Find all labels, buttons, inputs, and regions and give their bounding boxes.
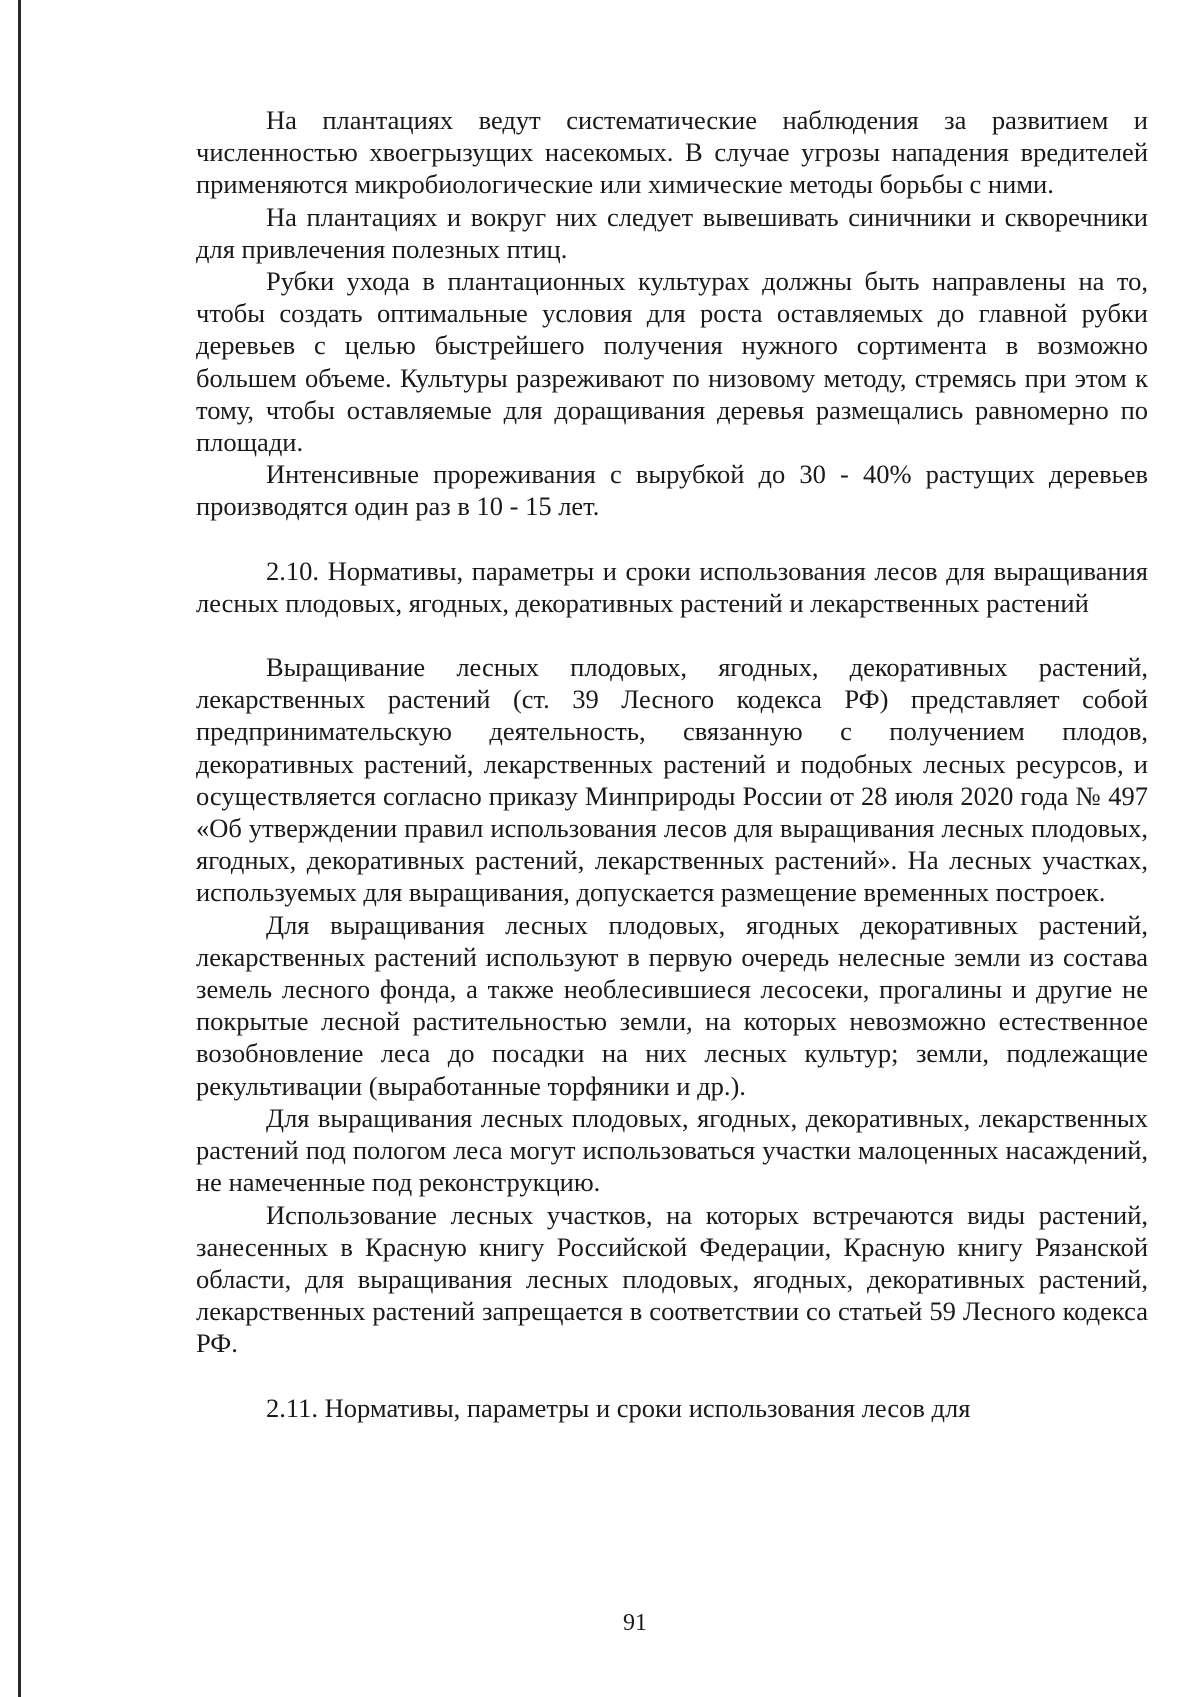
paragraph-under-canopy: Для выращивания лесных плодовых, ягодных, декоративных, лекарственных растений под пологом леса могут использоваться участки малоценных насаждений, не намеченные под реконструкцию. [196, 1102, 1148, 1198]
spacer [196, 523, 1148, 555]
paragraph-land-types: Для выращивания лесных плодовых, ягодных декоративных растений, лекарственных растений используют в первую очередь нелесные земли из состава земель лесного фонда, а также необлесившиеся лесосеки, прогалины и другие не покрытые лесной растительностью земли, на которых невозможно естественное возобновление леса до посадки на них лесных культур; земли, подлежащие рекультивации (выработанные торфяники и др.). [196, 909, 1148, 1101]
section-heading-2-11: 2.11. Нормативы, параметры и сроки использования лесов для [266, 1392, 971, 1423]
paragraph-pest-monitoring: На плантациях ведут систематические наблюдения за развитием и численностью хвоегрызущих насекомых. В случае угрозы нападения вредителей применяются микробиологические или химические методы борьбы с ними. [196, 105, 1148, 200]
paragraph-birdhouses: На плантациях и вокруг них следует вывешивать синичники и скворечники для привлечения полезных птиц. [196, 201, 1148, 264]
document-page [196, 104, 1148, 1424]
paragraph-red-book-restriction: Использование лесных участков, на которых встречаются виды растений, занесенных в Красную книгу Российской Федерации, Красную книгу Рязанской области, для выращивания лесных плодовых, ягодных, декоративных растений, лекарственных растений запрещается в соответствии со статьей 59 Лесного кодекса РФ. [196, 1199, 1148, 1359]
page-number: 91 [623, 1610, 647, 1636]
paragraph-thinning-cuts: Рубки ухода в плантационных культурах должны быть направлены на то, чтобы создать оптимальные условия для роста оставляемых до главной рубки деревьев с целью быстрейшего получения нужного сортимента в возможно большем объеме. Культуры разреживают по низовому методу, стремясь при этом к тому, чтобы оставляемые для доращивания деревья размещались равномерно по площади. [196, 266, 1148, 458]
spacer [196, 1360, 1148, 1392]
paragraph-cultivation-definition: Выращивание лесных плодовых, ягодных, декоративных растений, лекарственных растений (ст. 39 Лесного кодекса РФ) представляет собой предпринимательскую деятельность, связанную с получением плодов, декоративных растений, лекарственных растений и подобных лесных ресурсов, и осуществляется согласно приказу Минприроды России от 28 июля 2020 года № 497 «Об утверждении правил использования лесов для выращивания лесных плодовых, ягодных, декоративных растений, лекарственных растений». На лесных участках, используемых для выращивания, допускается размещение временных построек. [196, 652, 1148, 908]
paragraph-intensive-thinning: Интенсивные прореживания с вырубкой до 30 - 40% растущих деревьев производятся один раз в 10 - 15 лет. [196, 459, 1148, 522]
scan-border-line [18, 0, 21, 1697]
section-heading-2-10: 2.10. Нормативы, параметры и сроки использования лесов для выращивания лесных плодовых, ягодных, декоративных растений и лекарственных растений [196, 555, 1148, 618]
spacer [196, 619, 1148, 651]
